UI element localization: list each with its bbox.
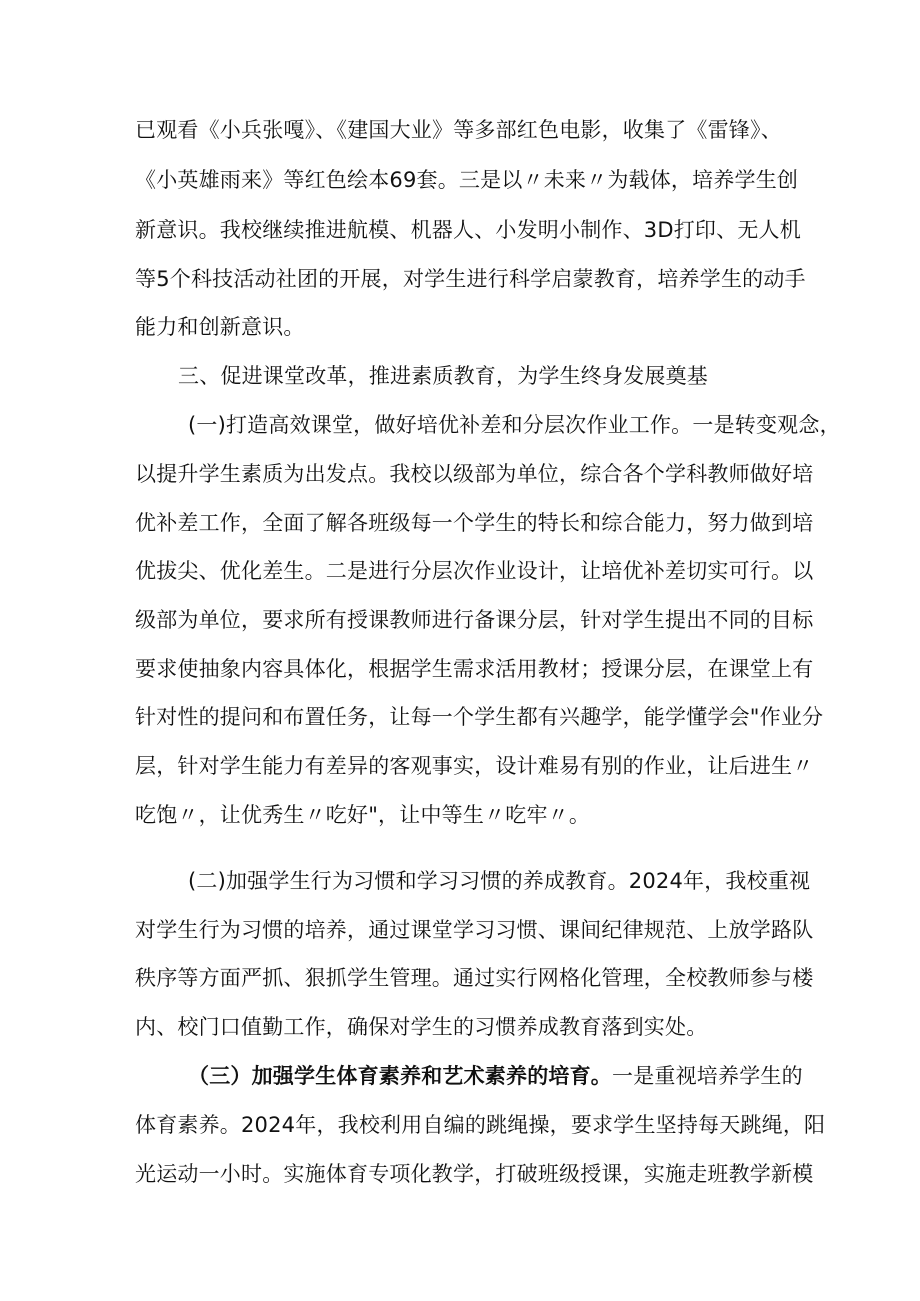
text-line-19: 内、校门口值勤工作，确保对学生的习惯养成教育落到实处。 xyxy=(135,1015,708,1039)
text-line-11: 级部为单位，要求所有授课教师进行备课分层，针对学生提出不同的目标 xyxy=(135,608,814,632)
text-line-13: 针对性的提问和布置任务，让每一个学生都有兴趣学，能学懂学会"作业分 xyxy=(135,705,824,729)
text-line-7: (一)打造高效课堂，做好培优补差和分层次作业工作。一是转变观念， xyxy=(188,413,841,437)
text-line-20-rest: 一是重视培养学生的 xyxy=(612,1064,803,1088)
text-line-22: 光运动一小时。实施体育专项化教学，打破班级授课，实施走班教学新模 xyxy=(135,1162,814,1186)
text-line-3: 新意识。我校继续推进航模、机器人、小发明小制作、3D打印、无人机 xyxy=(135,218,801,242)
text-line-2: 《小英雄雨来》等红色绘本69套。三是以〃未来〃为载体，培养学生创 xyxy=(135,168,799,192)
text-line-16: (二)加强学生行为习惯和学习习惯的养成教育。2024年，我校重视 xyxy=(188,869,811,893)
bold-subheading: （三）加强学生体育素养和艺术素养的培育。 xyxy=(188,1064,612,1088)
section-heading-3: 三、促进课堂改革，推进素质教育，为学生终身发展奠基 xyxy=(178,364,708,388)
text-line-1: 已观看《小兵张嘎》、《建国大业》等多部红色电影，收集了《雷锋》、 xyxy=(135,118,782,142)
text-line-14: 层，针对学生能力有差异的客观事实，设计难易有别的作业，让后进生〃 xyxy=(135,754,814,778)
text-line-21: 体育素养。2024年，我校利用自编的跳绳操，要求学生坚持每天跳绳，阳 xyxy=(135,1113,826,1137)
text-line-9: 优补差工作，全面了解各班级每一个学生的特长和综合能力，努力做到培 xyxy=(135,511,814,535)
text-line-17: 对学生行为习惯的培养，通过课堂学习习惯、课间纪律规范、上放学路队 xyxy=(135,918,814,942)
text-line-8: 以提升学生素质为出发点。我校以级部为单位，综合各个学科教师做好培 xyxy=(135,462,814,486)
text-line-12: 要求使抽象内容具体化，根据学生需求活用教材；授课分层，在课堂上有 xyxy=(135,657,814,681)
text-line-18: 秩序等方面严抓、狠抓学生管理。通过实行网格化管理，全校教师参与楼 xyxy=(135,966,814,990)
text-line-10: 优拔尖、优化差生。二是进行分层次作业设计，让培优补差切实可行。以 xyxy=(135,559,814,583)
text-line-20 xyxy=(0,1061,920,1091)
text-line-4: 等5个科技活动社团的开展，对学生进行科学启蒙教育，培养学生的动手 xyxy=(135,267,806,291)
text-line-5: 能力和创新意识。 xyxy=(135,315,305,339)
text-line-15: 吃饱〃，让优秀生〃吃好"，让中等生〃吃牢〃。 xyxy=(135,803,591,827)
